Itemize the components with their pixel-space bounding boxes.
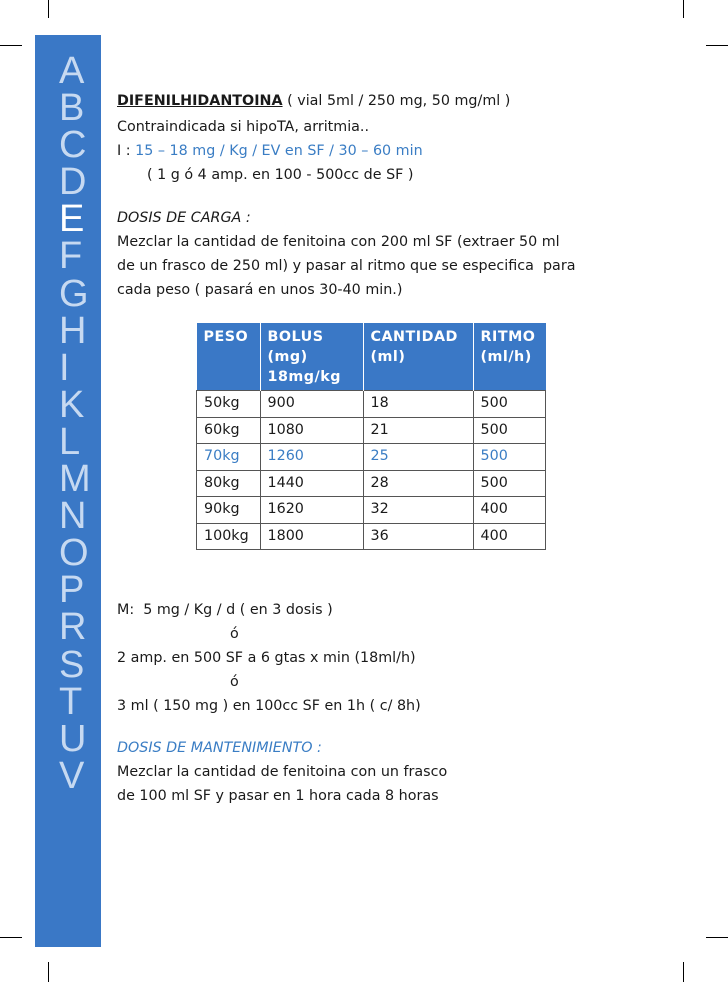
maintenance-option: M: 5 mg / Kg / d ( en 3 dosis )	[117, 602, 333, 618]
table-cell: 60kg	[197, 417, 261, 444]
loading-dose-table	[196, 323, 546, 550]
table-cell: 28	[363, 470, 473, 497]
column-header-cantidad	[363, 323, 473, 391]
table-cell: 21	[363, 417, 473, 444]
loading-dose-title: DOSIS DE CARGA :	[117, 210, 251, 226]
loading-dose-text: cada peso ( pasará en unos 30-40 min.)	[117, 282, 403, 298]
index-letter-v: V	[59, 754, 85, 797]
index-letter-a: A	[59, 50, 85, 92]
table-cell: 400	[473, 523, 546, 550]
table-row	[197, 523, 546, 550]
crop-mark	[683, 962, 684, 982]
table-cell: 70kg	[197, 444, 261, 471]
maintenance-dose-text: Mezclar la cantidad de fenitoina con un frasco	[117, 764, 448, 780]
crop-mark	[0, 937, 22, 938]
index-letter-s: S	[59, 643, 85, 686]
header-line: PESO	[203, 329, 249, 345]
table-cell: 100kg	[197, 523, 261, 550]
table-cell: 500	[473, 417, 546, 444]
table-cell: 18	[363, 391, 473, 418]
maintenance-option: 3 ml ( 150 mg ) en 100cc SF en 1h ( c/ 8h)	[117, 698, 421, 714]
table-cell: 90kg	[197, 497, 261, 524]
table-cell: 50kg	[197, 391, 261, 418]
crop-mark	[706, 937, 728, 938]
table-row	[197, 444, 546, 471]
drug-header	[117, 93, 510, 109]
table-cell: 500	[473, 470, 546, 497]
index-letter-u: U	[59, 717, 87, 760]
table-cell: 500	[473, 391, 546, 418]
column-header-bolus	[260, 323, 363, 391]
alphabet-index	[35, 50, 101, 797]
header-line: 18mg/kg	[267, 369, 341, 385]
contraindication: Contraindicada si hipoTA, arritmia..	[117, 119, 370, 135]
index-letter-p: P	[59, 569, 85, 612]
table-cell: 900	[260, 391, 363, 418]
index-letter-l: L	[59, 420, 81, 463]
drug-presentation: ( vial 5ml / 250 mg, 50 mg/ml )	[282, 93, 511, 109]
loading-dose-text: Mezclar la cantidad de fenitoina con 200 ml SF (extraer 50 ml	[117, 234, 560, 250]
header-line: (mg)	[267, 349, 308, 365]
table-cell: 1440	[260, 470, 363, 497]
maintenance-option: 2 amp. en 500 SF a 6 gtas x min (18ml/h)	[117, 650, 416, 666]
maintenance-dose-text: de 100 ml SF y pasar en 1 hora cada 8 horas	[117, 788, 439, 804]
crop-mark	[683, 0, 684, 18]
or-separator: ó	[230, 674, 239, 690]
index-letter-n: N	[59, 495, 87, 538]
header-line: (ml)	[370, 349, 406, 365]
header-line: CANTIDAD	[370, 329, 458, 345]
crop-mark	[48, 0, 49, 18]
table-cell: 1620	[260, 497, 363, 524]
maintenance-dose-title: DOSIS DE MANTENIMIENTO :	[117, 740, 322, 756]
table-cell: 32	[363, 497, 473, 524]
drug-name: DIFENILHIDANTOINA	[117, 93, 283, 109]
column-header-ritmo	[473, 323, 546, 391]
index-letter-g: G	[59, 272, 89, 315]
table-cell: 36	[363, 523, 473, 550]
header-line: (ml/h)	[480, 349, 532, 365]
table-cell: 500	[473, 444, 546, 471]
induction-line	[117, 143, 423, 159]
induction-note: ( 1 g ó 4 amp. en 100 - 500cc de SF )	[147, 167, 414, 183]
header-line: RITMO	[480, 329, 536, 345]
index-letter-h: H	[59, 309, 87, 352]
index-letter-m: M	[59, 458, 91, 501]
induction-dose: 15 – 18 mg / Kg / EV en SF / 30 – 60 min	[135, 143, 423, 159]
table-cell: 1800	[260, 523, 363, 550]
table-header-row	[197, 323, 546, 391]
table-cell: 1080	[260, 417, 363, 444]
index-letter-i: I	[59, 346, 70, 389]
index-letter-f: F	[59, 235, 83, 278]
table-row	[197, 470, 546, 497]
table-row	[197, 391, 546, 418]
index-letter-o: O	[59, 532, 89, 575]
index-letter-k: K	[59, 383, 85, 426]
table-row	[197, 417, 546, 444]
induction-prefix: I :	[117, 143, 136, 159]
index-letter-r: R	[59, 606, 87, 649]
loading-dose-text: de un frasco de 250 ml) y pasar al ritmo que se especifica para	[117, 258, 576, 274]
table-cell: 80kg	[197, 470, 261, 497]
table-cell: 1260	[260, 444, 363, 471]
index-letter-d: D	[59, 161, 87, 204]
table-cell: 25	[363, 444, 473, 471]
crop-mark	[48, 962, 49, 982]
table-cell: 400	[473, 497, 546, 524]
or-separator: ó	[230, 626, 239, 642]
index-letter-t: T	[59, 680, 83, 723]
index-letter-e: E	[59, 198, 85, 241]
index-letter-c: C	[59, 124, 87, 167]
index-letter-b: B	[59, 87, 85, 130]
column-header-peso	[197, 323, 261, 391]
crop-mark	[0, 45, 22, 46]
header-line: BOLUS	[267, 329, 324, 345]
crop-mark	[706, 45, 728, 46]
table-row	[197, 497, 546, 524]
